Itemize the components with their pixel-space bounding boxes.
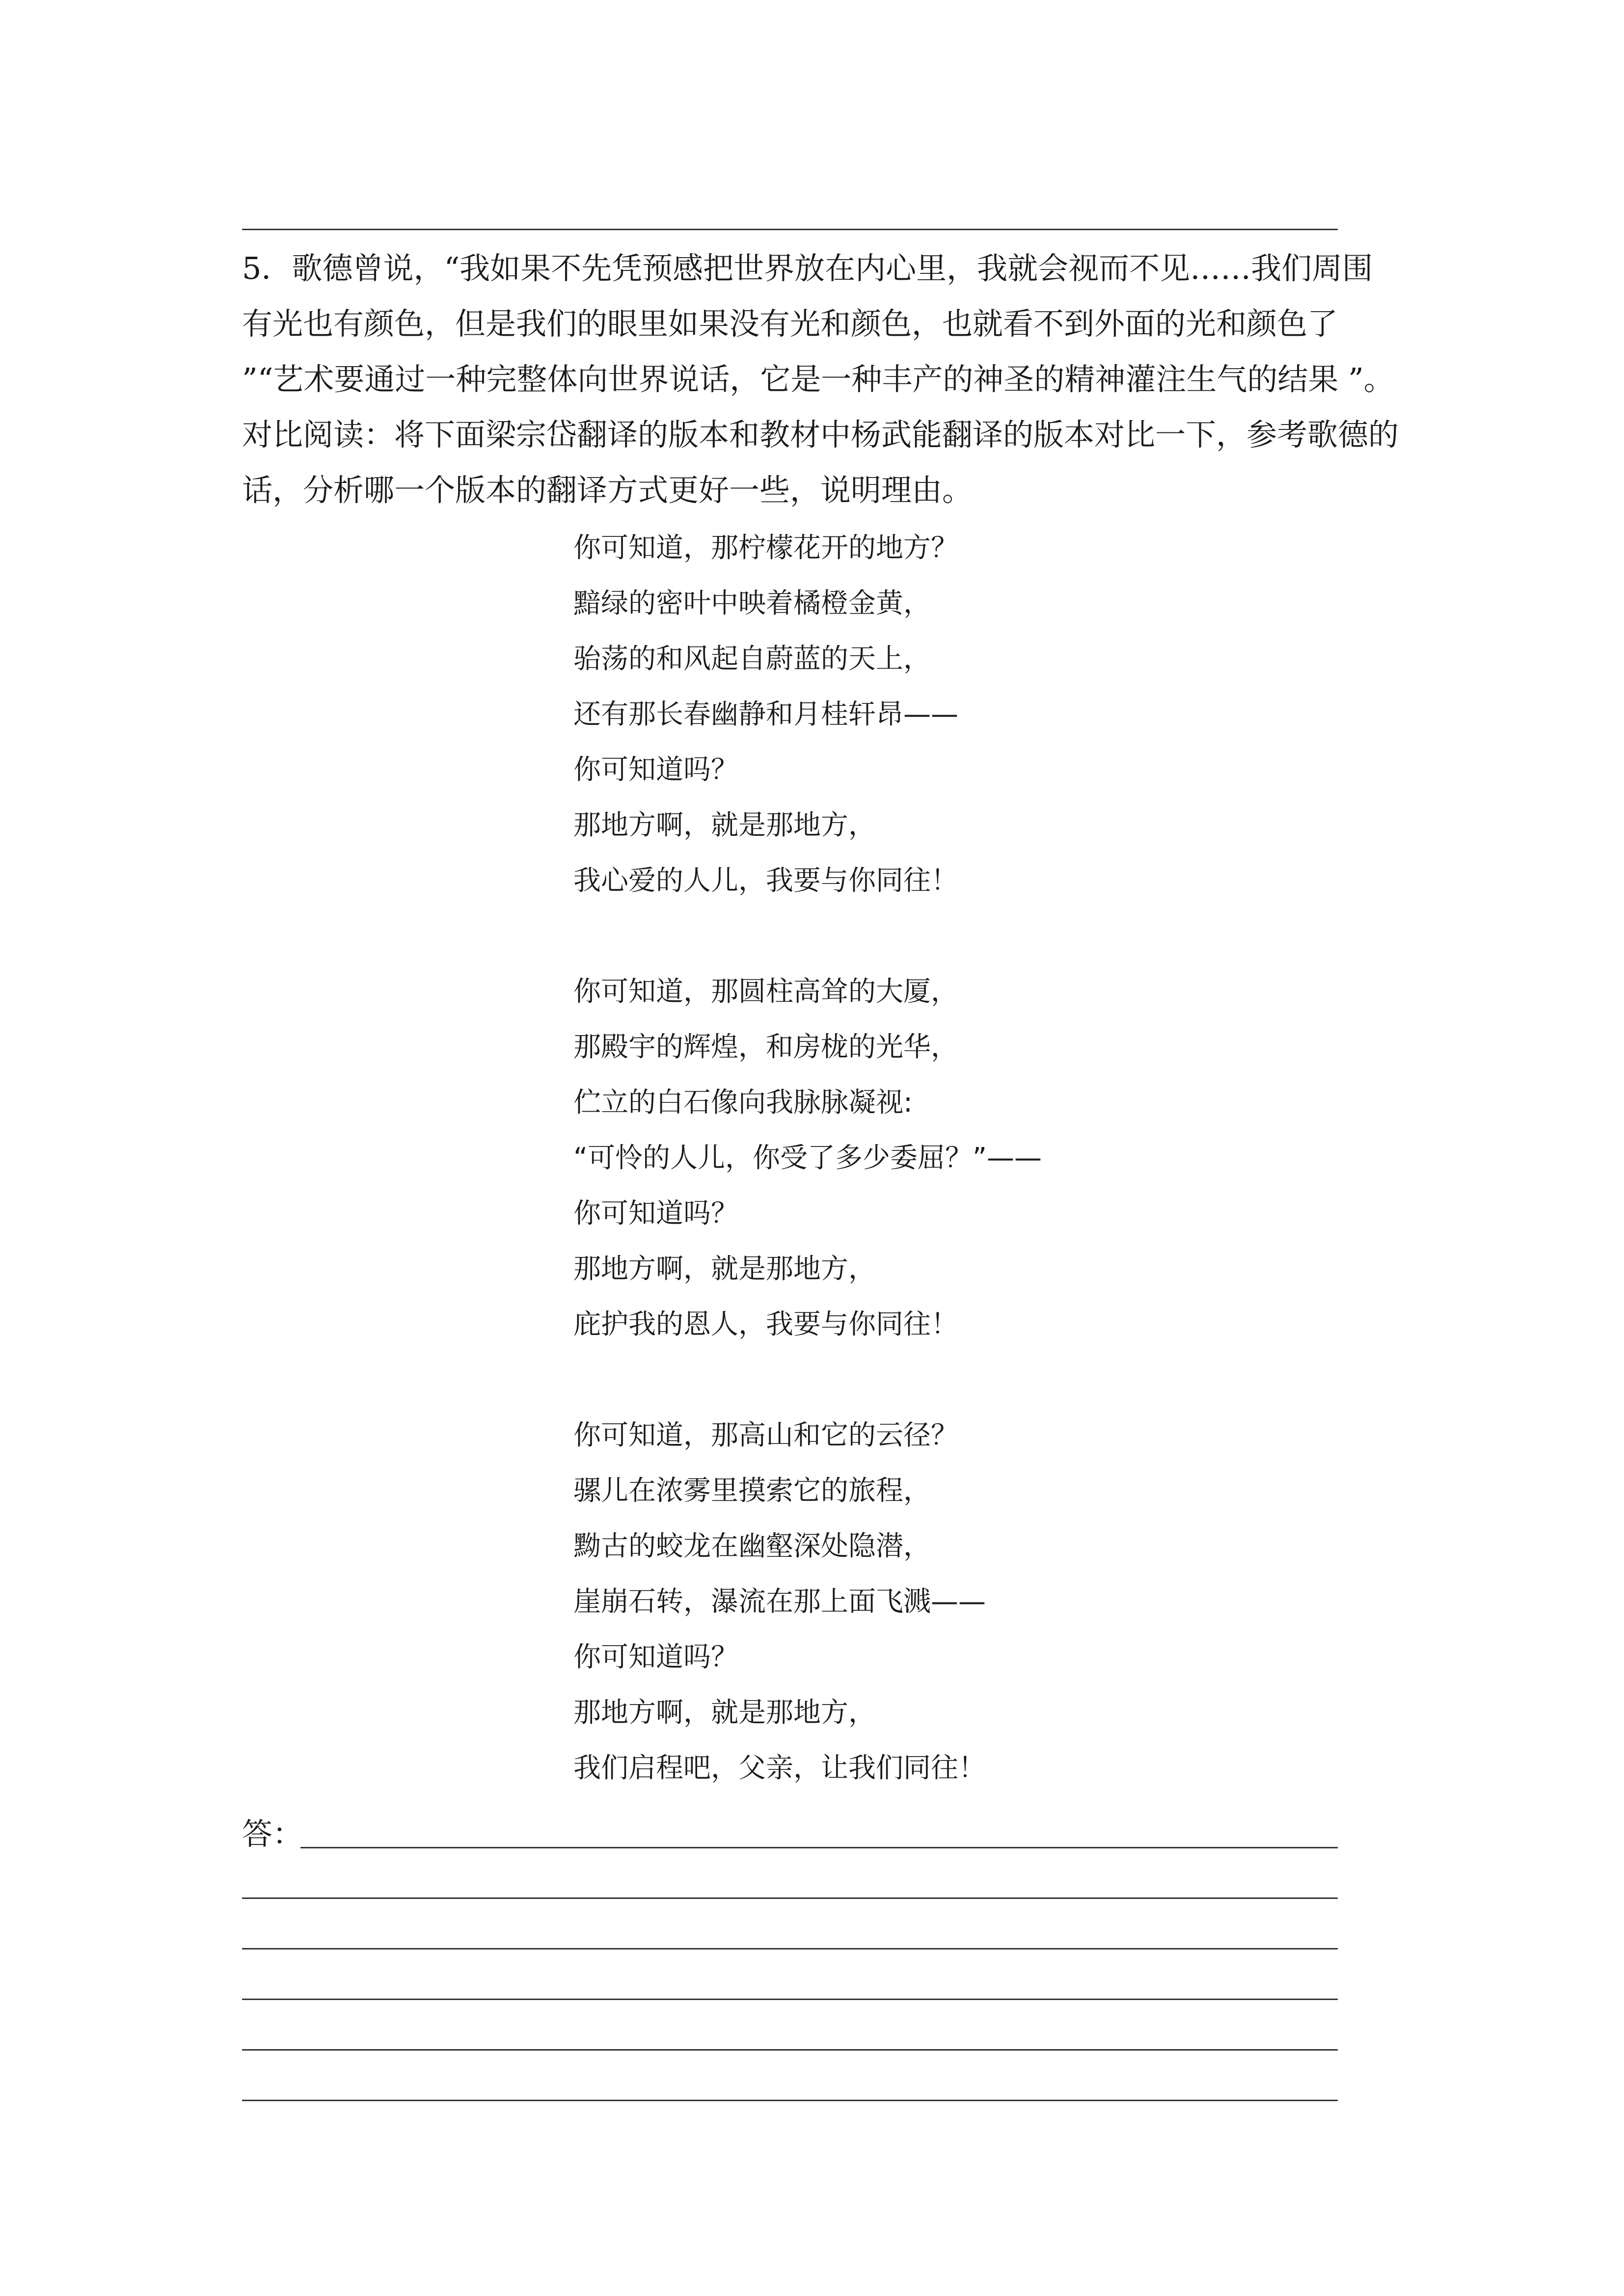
top-rule — [242, 229, 1338, 230]
poem-line: 黯绿的密叶中映着橘橙金黄， — [573, 587, 931, 619]
poem-line: 骡儿在浓雾里摸索它的旅程， — [573, 1475, 931, 1507]
poem-stanza — [573, 1408, 1359, 1796]
poem-line: 你可知道吗？ — [573, 754, 738, 786]
poem-line: 你可知道吗？ — [573, 1641, 738, 1673]
question-prompt-text: 歌德曾说，“我如果不先凭预感把世界放在内心里，我就会视而不见……我们周围有光也有颜色，但是我们的眼里如果没有光和颜色，也就看不到外面的光和颜色了 ”“艺术要通过一种完整体向世界说话，它是一种丰产的神圣的精神灌注生气的结果 ”。 — [242, 250, 1394, 397]
answer-line[interactable] — [242, 1897, 1338, 1899]
question-instruction: 对比阅读：将下面梁宗岱翻译的版本和教材中杨武能翻译的版本对比一下，参考歌德的话，分析哪一个版本的翻译方式更好一些，说明理由。 — [242, 417, 1399, 508]
answer-line[interactable] — [242, 1948, 1338, 1949]
answer-line[interactable] — [300, 1847, 1338, 1848]
poem-stanza — [573, 964, 1359, 1352]
poem-line: 你可知道，那柠檬花开的地方？ — [573, 532, 958, 564]
poem-line: 骀荡的和风起自蔚蓝的天上， — [573, 643, 931, 675]
poem-line: 我们启程吧，父亲，让我们同往！ — [573, 1752, 986, 1784]
poem-line: 崖崩石转，瀑流在那上面飞溅—— — [573, 1586, 986, 1618]
poem-line: 那地方啊，就是那地方， — [573, 1253, 876, 1285]
poem-line: 你可知道，那高山和它的云径？ — [573, 1419, 958, 1451]
poem-line: 那地方啊，就是那地方， — [573, 1697, 876, 1729]
poem-line: 那殿宇的辉煌，和房栊的光华， — [573, 1031, 958, 1063]
poem-line: “可怜的人儿，你受了多少委屈？”—— — [573, 1142, 1042, 1174]
poem-line: 那地方啊，就是那地方， — [573, 809, 876, 841]
answer-line[interactable] — [242, 1999, 1338, 2000]
poem-line: 庇护我的恩人，我要与你同往！ — [573, 1308, 958, 1340]
poem-line: 伫立的白石像向我脉脉凝视: — [573, 1087, 913, 1119]
question-prompt — [242, 240, 1401, 407]
poem-line: 你可知道，那圆柱高耸的大厦， — [573, 976, 958, 1008]
question-block — [242, 240, 1401, 518]
poem — [573, 520, 1359, 1796]
answer-line[interactable] — [242, 2100, 1338, 2101]
question-number: 5． — [242, 250, 292, 286]
answer-label: 答： — [242, 1816, 303, 1852]
poem-stanza — [573, 520, 1359, 908]
poem-line: 黝古的蛟龙在幽壑深处隐潜， — [573, 1530, 931, 1562]
answer-line[interactable] — [242, 2049, 1338, 2051]
poem-line: 还有那长春幽静和月桂轩昂—— — [573, 698, 958, 730]
poem-line: 你可知道吗？ — [573, 1198, 738, 1229]
poem-line: 我心爱的人儿，我要与你同往！ — [573, 865, 958, 897]
